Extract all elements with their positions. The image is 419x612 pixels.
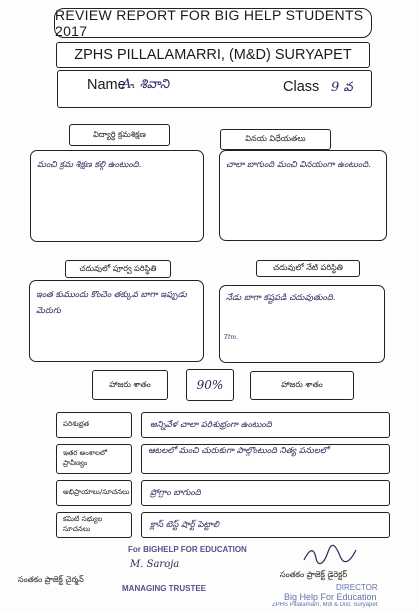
committee-suggestions-label: కమిటి సభ్యుల సూచనలు [56,512,132,538]
committee-suggestions-box [141,512,390,538]
discipline-value: మంచి క్రమ శిక్షణ కల్గి ఉంటుంది. [37,160,142,170]
stamp-left-signature: M. Saroja [130,559,180,570]
report-title: REVIEW REPORT FOR BIG HELP STUDENTS 2017 [54,8,372,38]
discipline-box [30,150,204,242]
director-signature-label: సంతకం ప్రాజెక్ట్ డైరెక్టర్ [280,570,348,579]
opinions-value: ప్రోగ్రాం బాగుంది [150,488,201,498]
stamp-left-bottom: MANAGING TRUSTEE [122,584,206,593]
initials-mark: Ttm. [224,334,239,341]
stamp-right-bottom: ZPHS Pillalamarri, Mdl & Dist. Suryapet [272,602,378,608]
past-performance-label: చదువులో పూర్వ పరిస్థితి [65,260,171,278]
past-performance-box [29,280,204,362]
attendance-label-right: హాజరు శాతం [250,371,354,400]
present-performance-box [219,285,385,363]
opinions-label: అభిప్రాయాలు/సూచనలు [56,480,132,506]
stamp-left-top: For BIGHELP FOR EDUCATION [128,545,247,554]
obedience-label: వినయ విధేయతలు [220,129,331,150]
other-skills-box [141,444,390,474]
opinions-box [141,480,390,506]
name-label: Name - [87,77,135,93]
chairman-signature-label: సంతకం ప్రాజెక్ట్ చైర్మన్ [18,575,84,584]
cleanliness-label: పరిశుభ్రత [56,412,132,438]
student-name: A. శివాని [122,77,170,92]
school-name: ZPHS PILLALAMARRI, (M&D) SURYAPET [56,42,370,68]
cleanliness-box [141,412,390,438]
past-performance-value: ఇంత కుముందు కొంచెం తక్కువ బాగా ఇప్పుడు మెరుగు [36,290,187,316]
other-skills-value: ఆటలలో మంచి చురుకుగా పాల్గొంటుంది నిత్య పనులలో [148,446,329,456]
present-performance-label: చదువులో నేటి పరిస్థితి [256,260,360,277]
discipline-label: విద్యార్థి క్రమశిక్షణ [69,124,170,146]
obedience-value: చాలా బాగుంది మంచి వినయంగా ఉంటుంది. [226,160,371,170]
present-performance-value: నేడు బాగా కష్టపడి చదువుతుంది. [226,293,336,303]
class-label: Class [283,79,320,95]
attendance-value: 90% [196,378,224,392]
director-signature [300,544,360,566]
stamp-right-top: DIRECTOR [336,583,378,592]
committee-suggestions-value: క్లాస్ టెస్ట్ షార్ట్ పెట్టాలి [150,520,220,530]
attendance-label: హాజరు శాతం [92,370,168,400]
other-skills-label: ఇతర అంశాలలో ప్రావీణ్యం [56,444,132,474]
attendance-percentage [186,369,234,401]
stamp-right-mid: Big Help For Education [284,592,377,602]
cleanliness-value: అన్నివేళ చాలా పరిశుభ్రంగా ఉంటుంది [150,420,272,430]
student-class: 9 వ [331,80,353,95]
obedience-box [219,150,387,241]
